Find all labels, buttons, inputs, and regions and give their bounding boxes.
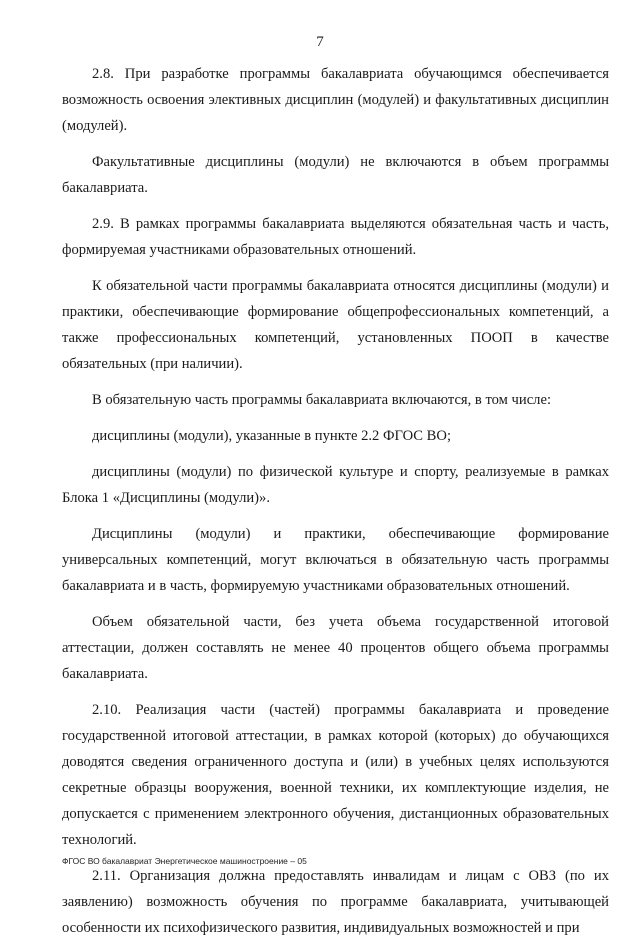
paragraph-universal-competencies: Дисциплины (модули) и практики, обеспечивающие формирование универсальных компетенций, могут включаться в обязательную часть программы бакалавриата и в часть, формируемую участниками образовательных отношений. [62, 526, 609, 594]
paragraph-2-11: 2.11. Организация должна предоставлять инвалидам и лицам с ОВЗ (по их заявлению) возможность обучения по программе бакалавриата, учитывающей особенности их психофизического развития, индивидуальных возможностей и при [62, 868, 609, 936]
paragraph-mandatory-volume: Объем обязательной части, без учета объема государственной итоговой аттестации, должен составлять не менее 40 процентов общего объема программы бакалавриата. [62, 614, 609, 682]
list-item-physical-culture: дисциплины (модули) по физической культуре и спорту, реализуемые в рамках Блока 1 «Дисциплины (модули)». [62, 464, 609, 506]
page-number: 7 [316, 34, 324, 50]
paragraph-2-10: 2.10. Реализация части (частей) программы бакалавриата и проведение государственной итоговой аттестации, в рамках которой (которых) до обучающихся доводятся сведения ограниченного доступа и (или) в учебных целях используются секретные образцы вооружения, военной техники, их комплектующие изделия, не допускается с применением электронного обучения, дистанционных образовательных технологий. [62, 702, 609, 848]
paragraph-mandatory-part: К обязательной части программы бакалавриата относятся дисциплины (модули) и практики, обеспечивающие формирование общепрофессиональных компетенций, а также профессиональных компетенций, установленных ПООП в качестве обязательных (при наличии). [62, 278, 609, 372]
paragraph-2-8: 2.8. При разработке программы бакалавриата обучающимся обеспечивается возможность освоения элективных дисциплин (модулей) и факультативных дисциплин (модулей). [62, 66, 609, 134]
document-body [62, 61, 609, 941]
list-item-disciplines-2-2: дисциплины (модули), указанные в пункте 2.2 ФГОС ВО; [92, 428, 452, 444]
paragraph-optional-disciplines: Факультативные дисциплины (модули) не включаются в объем программы бакалавриата. [62, 154, 609, 196]
page-footer: ФГОС ВО бакалавриат Энергетическое машиностроение – 05 [62, 856, 307, 866]
paragraph-2-9: 2.9. В рамках программы бакалавриата выделяются обязательная часть и часть, формируемая участниками образовательных отношений. [62, 216, 609, 258]
paragraph-mandatory-includes: В обязательную часть программы бакалавриата включаются, в том числе: [92, 392, 551, 408]
